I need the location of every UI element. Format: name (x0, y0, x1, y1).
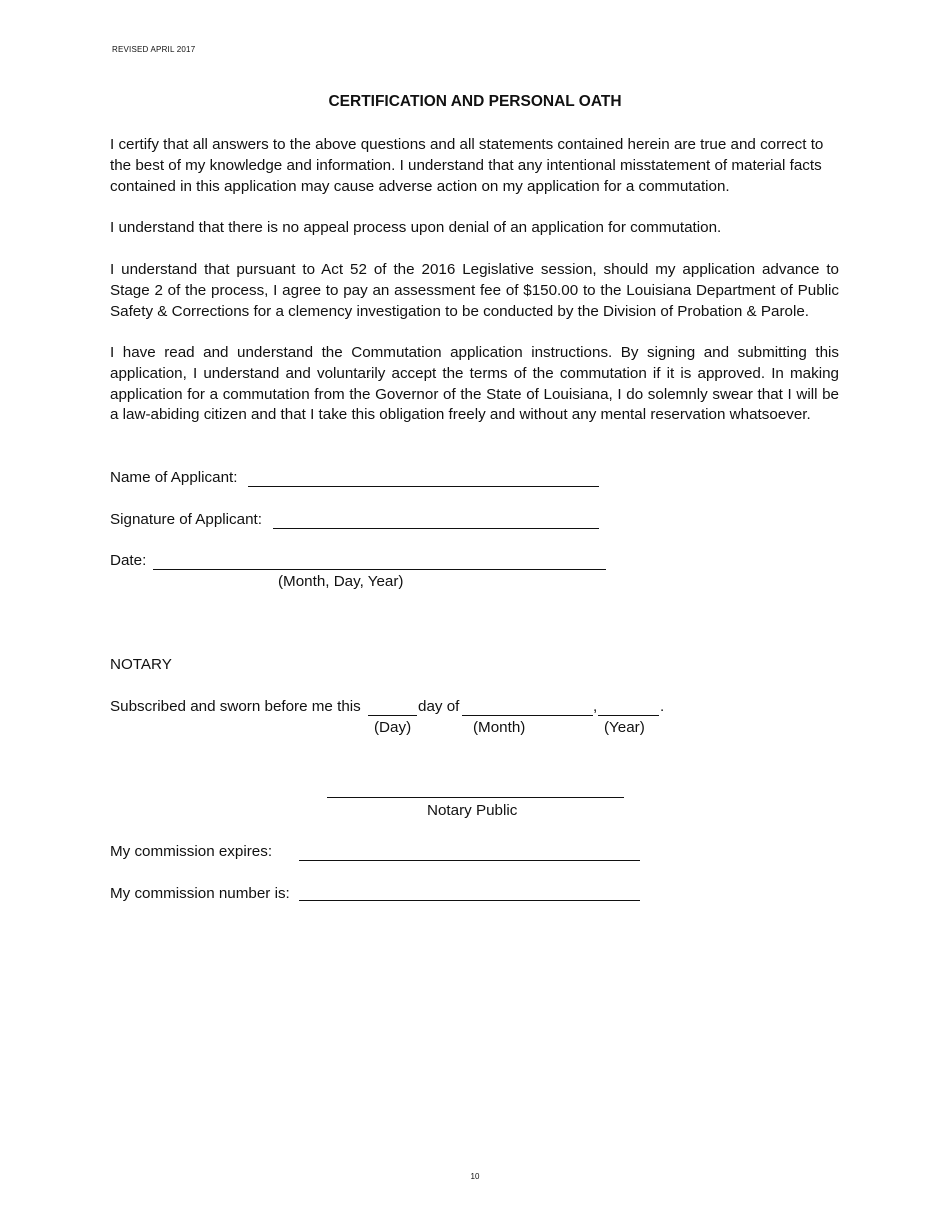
date-format-hint: (Month, Day, Year) (278, 573, 404, 590)
year-field[interactable] (598, 715, 659, 716)
period-text: . (660, 698, 665, 715)
commission-expires-field[interactable] (299, 860, 640, 861)
page-number: 10 (470, 1172, 480, 1181)
notary-public-label: Notary Public (427, 802, 518, 819)
commission-number-label: My commission number is: (110, 885, 290, 902)
certification-paragraph: I certify that all answers to the above questions and all statements contained herein are true and correct to the best of my knowledge and information. I understand that any intentional misstatement of material facts contained in this application may cause adverse action on my application for a commutation. (110, 136, 824, 195)
commission-number-field[interactable] (299, 900, 640, 901)
page-title: CERTIFICATION AND PERSONAL OATH (328, 93, 622, 110)
signature-of-applicant-label: Signature of Applicant: (110, 511, 262, 528)
notary-heading: NOTARY (110, 656, 172, 673)
sworn-text: Subscribed and sworn before me this (110, 698, 361, 715)
name-of-applicant-field[interactable] (248, 486, 599, 487)
day-field[interactable] (368, 715, 417, 716)
day-of-text: day of (418, 698, 460, 715)
signature-of-applicant-field[interactable] (273, 528, 599, 529)
month-hint: (Month) (473, 719, 526, 736)
oath-paragraph: I have read and understand the Commutation application instructions. By signing and submitting this application, I understand and voluntarily accept the terms of the commutation if it is approved. In making application for a commutation from the Governor of the State of Louisiana, I do solemnly swear that I will be a law-abiding citizen and that I take this obligation freely and without any mental reservation whatsoever. (110, 344, 839, 424)
day-hint: (Day) (374, 719, 412, 736)
revised-date: REVISED APRIL 2017 (112, 45, 196, 54)
year-hint: (Year) (604, 719, 645, 736)
date-label: Date: (110, 552, 147, 569)
month-field[interactable] (462, 715, 593, 716)
notary-signature-field[interactable] (327, 797, 624, 798)
name-of-applicant-label: Name of Applicant: (110, 469, 238, 486)
commission-expires-label: My commission expires: (110, 843, 273, 860)
fee-paragraph: I understand that pursuant to Act 52 of the 2016 Legislative session, should my application advance to Stage 2 of the process, I agree to pay an assessment fee of $150.00 to the Louisiana Department of Public Safety & Corrections for a clemency investigation to be conducted by the Division of Probation & Parole. (110, 261, 839, 320)
date-field[interactable] (153, 569, 606, 570)
appeal-paragraph: I understand that there is no appeal process upon denial of an application for commutation. (110, 219, 722, 236)
comma-text: , (593, 698, 598, 715)
